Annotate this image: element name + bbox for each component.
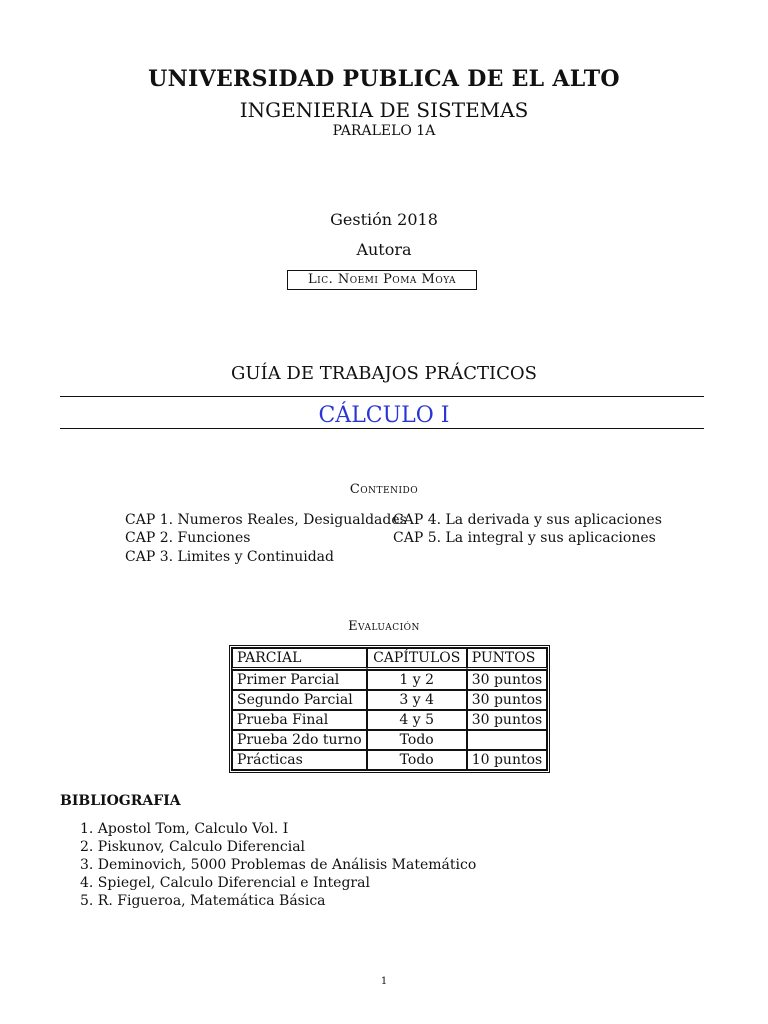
table-cell: Prueba 2do turno xyxy=(232,730,367,750)
autora-label: Autora xyxy=(356,240,412,259)
bibliografia-list xyxy=(80,820,476,910)
table-cell: Todo xyxy=(367,750,467,770)
table-cell: 3 y 4 xyxy=(367,690,467,710)
table-row xyxy=(232,730,547,750)
table-cell: Prácticas xyxy=(232,750,367,770)
table-cell: Todo xyxy=(367,730,467,750)
evaluacion-table xyxy=(229,645,550,773)
table-cell: 10 puntos xyxy=(467,750,548,770)
contenido-item: CAP 4. La derivada y sus aplicaciones xyxy=(393,512,662,528)
university-title: UNIVERSIDAD PUBLICA DE EL ALTO xyxy=(148,66,620,92)
table-cell: Segundo Parcial xyxy=(232,690,367,710)
table-cell: 30 puntos xyxy=(467,690,548,710)
table-cell: Prueba Final xyxy=(232,710,367,730)
table-cell: Primer Parcial xyxy=(232,670,367,690)
table-cell: 30 puntos xyxy=(467,710,548,730)
table-row xyxy=(232,670,547,690)
column-header: PUNTOS xyxy=(467,648,548,670)
contenido-item: CAP 3. Limites y Continuidad xyxy=(125,549,334,565)
table-cell: 1 y 2 xyxy=(367,670,467,690)
bottom-rule xyxy=(60,428,704,429)
guide-title: GUÍA DE TRABAJOS PRÁCTICOS xyxy=(231,363,537,384)
table-cell: 4 y 5 xyxy=(367,710,467,730)
bibliografia-heading: BIBLIOGRAFIA xyxy=(60,793,181,809)
paralelo-label: PARALELO 1A xyxy=(332,123,436,139)
table-row xyxy=(232,710,547,730)
faculty-title: INGENIERIA DE SISTEMAS xyxy=(239,98,529,122)
top-rule xyxy=(60,396,704,397)
column-header: CAPÍTULOS xyxy=(367,648,467,670)
gestion-label: Gestión 2018 xyxy=(330,210,438,229)
list-item: 3. Deminovich, 5000 Problemas de Análisis Matemático xyxy=(80,857,477,873)
table-header-row xyxy=(232,648,547,670)
page-number: 1 xyxy=(380,976,388,987)
table-cell: 30 puntos xyxy=(467,670,548,690)
evaluacion-heading: Evaluación xyxy=(348,619,420,634)
list-item: 4. Spiegel, Calculo Diferencial e Integral xyxy=(80,875,370,891)
table-row xyxy=(232,750,547,770)
contenido-heading: Contenido xyxy=(349,482,419,497)
contenido-item: CAP 5. La integral y sus aplicaciones xyxy=(393,530,656,546)
contenido-item: CAP 1. Numeros Reales, Desigualdades xyxy=(125,512,407,528)
contenido-item: CAP 2. Funciones xyxy=(125,530,251,546)
author-name-box: Lic. Noemi Poma Moya xyxy=(287,270,477,290)
list-item: 5. R. Figueroa, Matemática Básica xyxy=(80,893,326,909)
table-row xyxy=(232,690,547,710)
list-item: 1. Apostol Tom, Calculo Vol. I xyxy=(80,821,289,837)
course-title: CÁLCULO I xyxy=(318,403,450,428)
list-item: 2. Piskunov, Calculo Diferencial xyxy=(80,839,306,855)
table-cell xyxy=(467,730,548,750)
column-header: PARCIAL xyxy=(232,648,367,670)
